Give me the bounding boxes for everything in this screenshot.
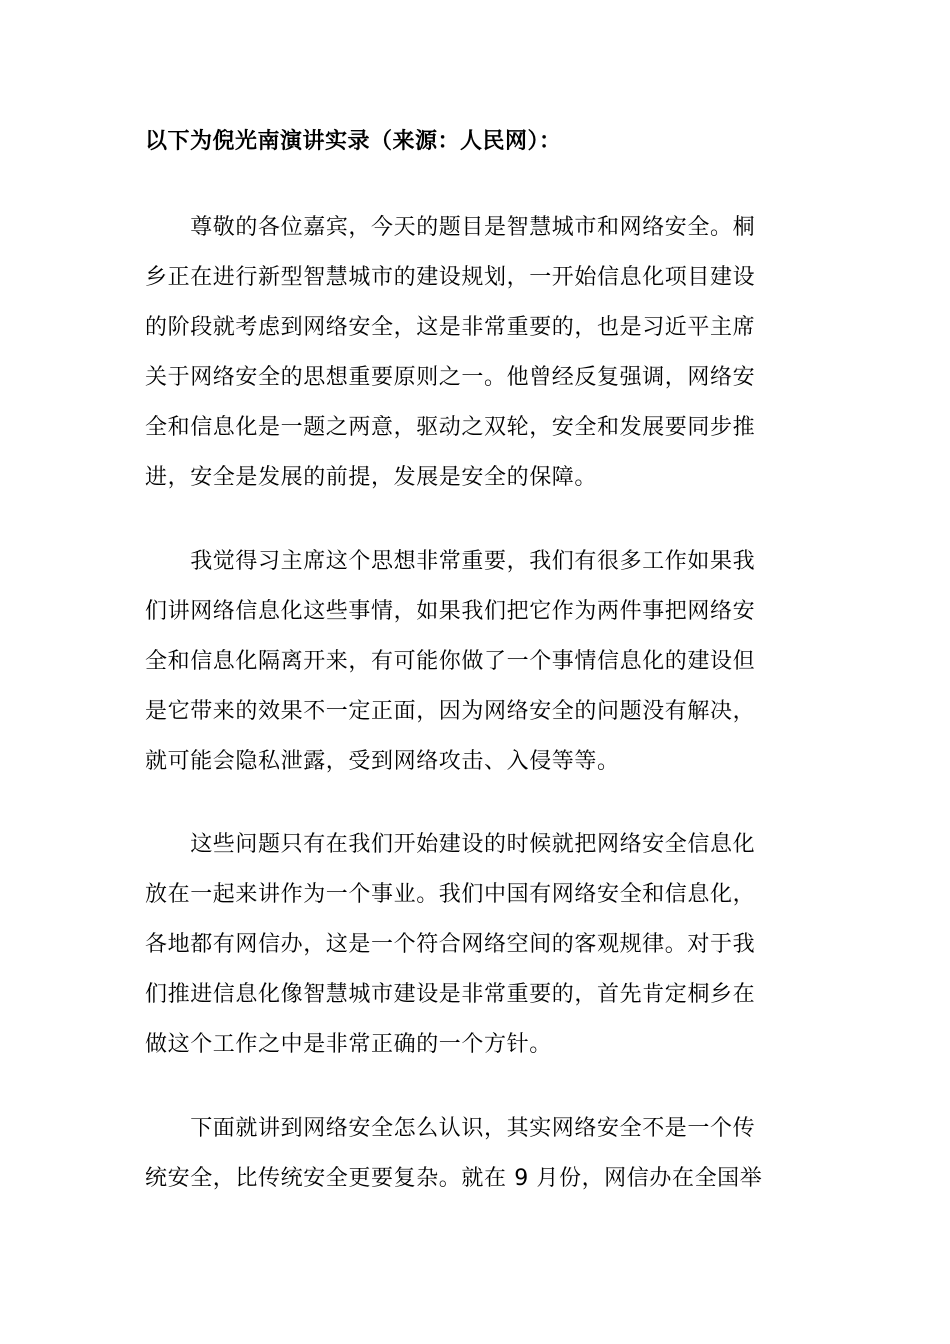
paragraph-1 [145,203,795,503]
paragraph-line: 尊敬的各位嘉宾，今天的题目是智慧城市和网络安全。桐 [145,215,756,240]
paragraph-line: 就可能会隐私泄露，受到网络攻击、入侵等等。 [145,749,620,774]
paragraph-3 [145,820,795,1070]
paragraph-line: 关于网络安全的思想重要原则之一。他曾经反复强调，网络安 [145,365,756,390]
paragraph-line: 是它带来的效果不一定正面，因为网络安全的问题没有解决， [145,699,756,724]
paragraph-line: 们讲网络信息化这些事情，如果我们把它作为两件事把网络安 [145,599,756,624]
paragraph-4 [145,1104,795,1204]
paragraph-line: 我觉得习主席这个思想非常重要，我们有很多工作如果我 [145,549,756,574]
paragraph-line: 乡正在进行新型智慧城市的建设规划，一开始信息化项目建设 [145,265,756,290]
paragraph-line: 各地都有网信办，这是一个符合网络空间的客观规律。对于我 [145,932,756,957]
paragraph-line: 进，安全是发展的前提，发展是安全的保障。 [145,465,598,490]
document-heading: 以下为倪光南演讲实录（来源：人民网）： [145,129,562,154]
paragraph-line: 的阶段就考虑到网络安全，这是非常重要的，也是习近平主席 [145,315,756,340]
paragraph-line: 下面就讲到网络安全怎么认识，其实网络安全不是一个传 [145,1116,756,1141]
paragraph-line: 统安全，比传统安全更要复杂。就在 9 月份，网信办在全国举 [145,1166,763,1191]
paragraph-line: 全和信息化隔离开来，有可能你做了一个事情信息化的建设但 [145,649,756,674]
paragraph-line: 们推进信息化像智慧城市建设是非常重要的，首先肯定桐乡在 [145,982,756,1007]
paragraph-line: 做这个工作之中是非常正确的一个方针。 [145,1032,552,1057]
paragraph-line: 全和信息化是一题之两意，驱动之双轮，安全和发展要同步推 [145,415,756,440]
paragraph-line: 这些问题只有在我们开始建设的时候就把网络安全信息化 [145,832,756,857]
paragraph-2 [145,537,795,787]
paragraph-line: 放在一起来讲作为一个事业。我们中国有网络安全和信息化， [145,882,756,907]
